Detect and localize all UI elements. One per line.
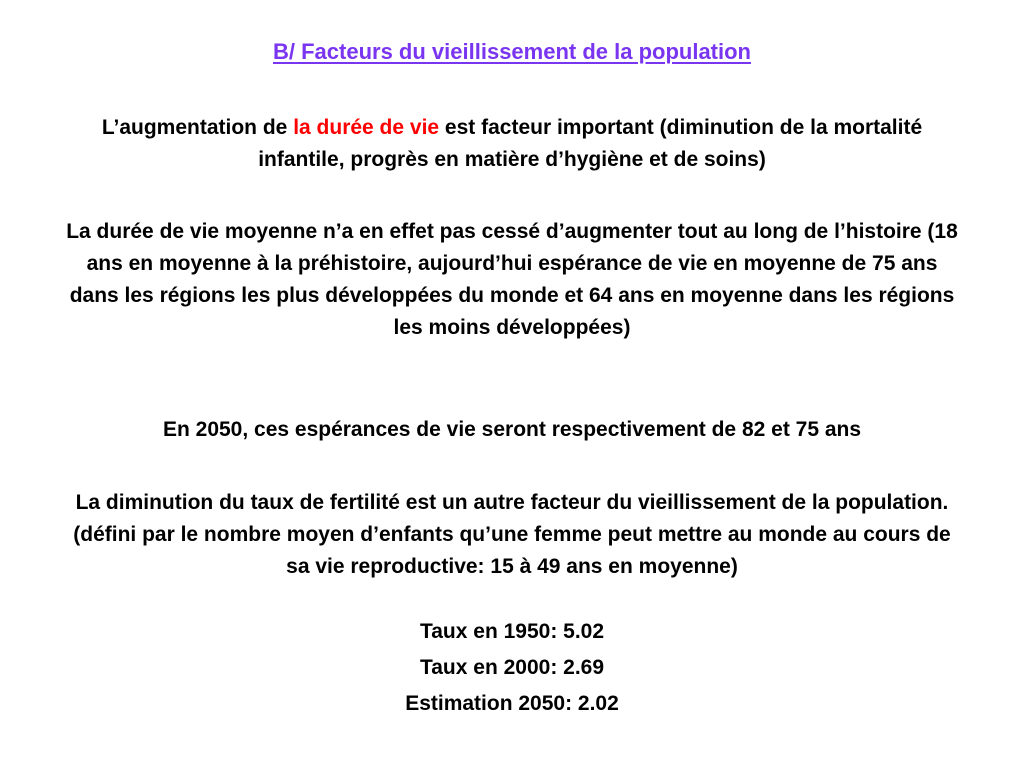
fertility-estimate-2050: Estimation 2050: 2.02 — [405, 692, 619, 715]
paragraph-fertility: La diminution du taux de fertilité est un autre facteur du vieillissement de la population. (défini par le nombre moyen d’enfants qu’une femme peut mettre au monde au cours de sa vie reproductive: 15 à 49 ans en moyenne) — [73, 491, 951, 578]
paragraph-life-expectancy — [60, 112, 964, 176]
paragraph-life-expectancy-prefix: L’augmentation de — [101, 116, 294, 139]
paragraph-history: La durée de vie moyenne n’a en effet pas cessé d’augmenter tout au long de l’histoire (18 ans en moyenne à la préhistoire, aujourd’hui espérance de vie en moyenne de 75 ans dans les régions les plus développées du monde et 64 ans en moyenne dans les régions les moins développées) — [66, 220, 958, 339]
slide-title: B/ Facteurs du vieillissement de la population — [273, 39, 751, 64]
fertility-rate-2000: Taux en 2000: 2.69 — [419, 656, 605, 679]
paragraph-2050-projection: En 2050, ces espérances de vie seront respectivement de 82 et 75 ans — [162, 418, 862, 441]
fertility-rate-1950: Taux en 1950: 5.02 — [419, 620, 605, 643]
paragraph-life-expectancy-suffix: est facteur important (diminution de la mortalité infantile, progrès en matière d’hygiène et de soins) — [258, 116, 923, 171]
highlighted-term: la durée de vie — [293, 116, 440, 139]
